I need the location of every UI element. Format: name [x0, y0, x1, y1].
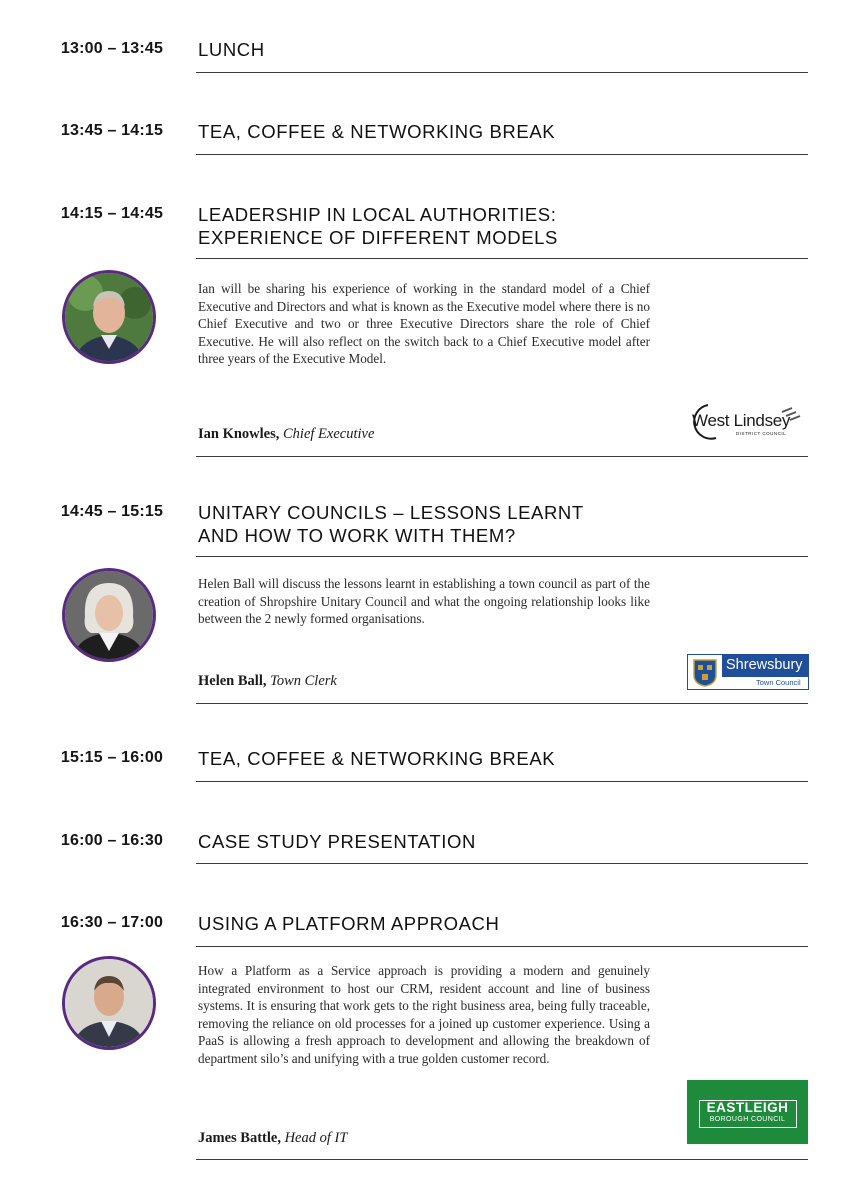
logo-text: Shrewsbury	[726, 657, 803, 673]
session-title-line: UNITARY COUNCILS – LESSONS LEARNT	[198, 502, 584, 523]
divider	[196, 863, 808, 864]
west-lindsey-logo	[686, 402, 810, 442]
logo-text: West Lindsey	[692, 411, 791, 430]
session-title: USING A PLATFORM APPROACH	[198, 913, 500, 934]
speaker-role: Town Clerk	[270, 673, 337, 689]
session-title-line: EXPERIENCE OF DIFFERENT MODELS	[198, 227, 558, 248]
logo-subtext: BOROUGH COUNCIL	[709, 1116, 786, 1123]
eastleigh-logo	[687, 1080, 808, 1144]
speaker-name: James Battle,	[198, 1130, 281, 1146]
speaker-avatar	[62, 270, 156, 364]
session-time: 16:30 – 17:00	[60, 914, 164, 931]
speaker-name: Helen Ball,	[198, 673, 267, 689]
speaker-credit	[198, 426, 374, 443]
session-time: 16:00 – 16:30	[60, 832, 164, 849]
speaker-role: Head of IT	[284, 1130, 348, 1146]
divider	[196, 703, 808, 704]
divider	[196, 946, 808, 947]
speaker-name: Ian Knowles,	[198, 426, 280, 442]
divider	[196, 1159, 808, 1160]
session-title	[198, 203, 798, 249]
session-description: Helen Ball will discuss the lessons learnt in establishing a town council as part of the creation of Shropshire Unitary Council and what the ongoing relationship looks like between the 2 newly formed organisations.	[198, 576, 650, 626]
shrewsbury-logo	[687, 654, 809, 690]
session-title-line: AND HOW TO WORK WITH THEM?	[198, 525, 516, 546]
speaker-role: Chief Executive	[283, 426, 375, 442]
session-title	[198, 501, 798, 547]
logo-subtext: Town Council	[756, 678, 801, 687]
speaker-credit	[198, 1130, 347, 1147]
divider	[196, 556, 808, 557]
speaker-avatar	[62, 956, 156, 1050]
divider	[196, 258, 808, 259]
logo-subtext: DISTRICT COUNCIL	[736, 431, 787, 436]
session-title: TEA, COFFEE & NETWORKING BREAK	[198, 748, 556, 769]
session-time: 14:15 – 14:45	[60, 205, 164, 222]
session-title: CASE STUDY PRESENTATION	[198, 831, 476, 852]
divider	[196, 72, 808, 73]
speaker-credit	[198, 673, 337, 690]
session-description: Ian will be sharing his experience of working in the standard model of a Chief Executive and Directors and what is known as the Executive model where there is no Chief Executive and two or three Executive Directors share the role of Chief Executive. He will also reflect on the switch back to a Chief Executive model after three years of the Executive Model.	[198, 281, 650, 366]
session-time: 13:00 – 13:45	[60, 40, 164, 57]
session-time: 14:45 – 15:15	[60, 503, 164, 520]
divider	[196, 154, 808, 155]
session-title: LUNCH	[198, 39, 265, 60]
divider	[196, 781, 808, 782]
divider	[196, 456, 808, 457]
session-time: 15:15 – 16:00	[60, 749, 164, 766]
speaker-avatar	[62, 568, 156, 662]
session-description: How a Platform as a Service approach is providing a modern and genuinely integrated environment to host our CRM, resident account and line of business systems. It is ensuring that work gets to the right business area, being fully traceable, removing the reliance on old processes for a joined up customer experience. Using a PaaS is allowing a fresh approach to development and allowing the breakdown of department silo’s and unifying with a true golden customer record.	[198, 963, 650, 1066]
session-title: TEA, COFFEE & NETWORKING BREAK	[198, 121, 556, 142]
session-title-line: LEADERSHIP IN LOCAL AUTHORITIES:	[198, 204, 557, 225]
session-time: 13:45 – 14:15	[60, 122, 164, 139]
logo-text: EASTLEIGH	[706, 1100, 789, 1115]
